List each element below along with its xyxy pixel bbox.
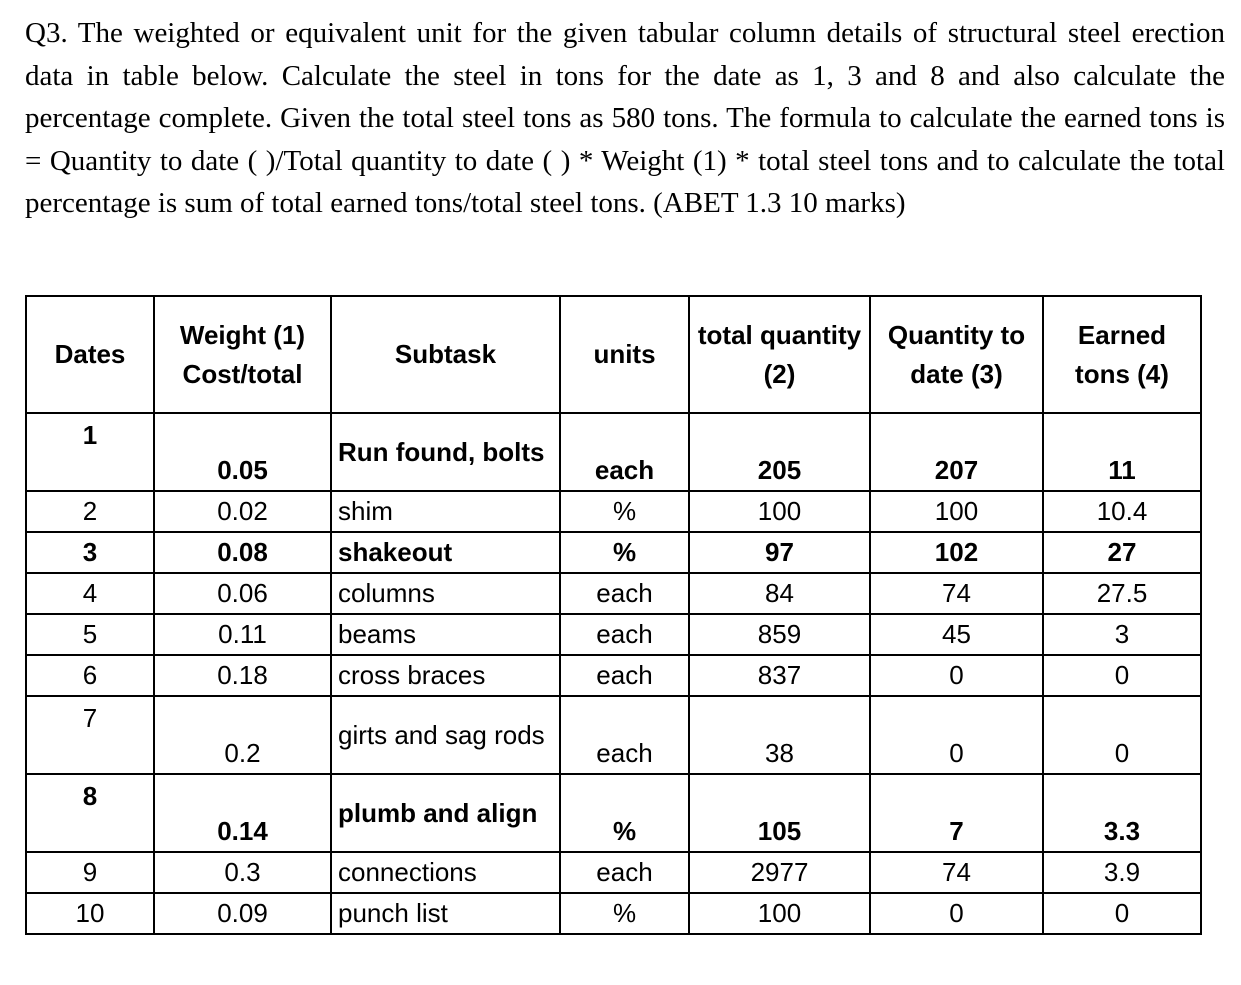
weight-cell: 0.2 [154, 696, 331, 774]
steel-erection-table [25, 295, 1202, 935]
earned-tons-cell: 3 [1043, 614, 1201, 655]
weight-cell: 0.08 [154, 532, 331, 573]
earned-tons-cell: 0 [1043, 655, 1201, 696]
date-cell: 1 [26, 413, 154, 491]
total-quantity-cell: 837 [689, 655, 870, 696]
subtask-cell: girts and sag rods [331, 696, 560, 774]
units-cell: each [560, 614, 689, 655]
quantity-to-date-cell: 0 [870, 655, 1043, 696]
header-quantity-to-date: Quantity to date (3) [870, 296, 1043, 413]
earned-tons-cell: 10.4 [1043, 491, 1201, 532]
weight-cell: 0.06 [154, 573, 331, 614]
quantity-to-date-cell: 102 [870, 532, 1043, 573]
earned-tons-cell: 3.3 [1043, 774, 1201, 852]
date-cell: 2 [26, 491, 154, 532]
question-text: Q3. The weighted or equivalent unit for the given tabular column details of structural steel erection data in table below. Calculate the steel in tons for the date as 1, 3 and 8 and also calculate the percentage complete. Given the total steel tons as 580 tons. The formula to calculate the earned tons is = Quantity to date ( )/Total quantity to date ( ) * Weight (1) * total steel tons and to calculate the total percentage is sum of total earned tons/total steel tons. (ABET 1.3 10 marks) [25, 17, 1225, 219]
earned-tons-cell: 0 [1043, 696, 1201, 774]
header-weight: Weight (1) Cost/total [154, 296, 331, 413]
weight-cell: 0.18 [154, 655, 331, 696]
earned-tons-cell: 3.9 [1043, 852, 1201, 893]
table-row [26, 532, 1201, 573]
weight-cell: 0.3 [154, 852, 331, 893]
weight-cell: 0.11 [154, 614, 331, 655]
quantity-to-date-cell: 0 [870, 893, 1043, 934]
table-row [26, 696, 1201, 774]
date-cell: 4 [26, 573, 154, 614]
earned-tons-cell: 27.5 [1043, 573, 1201, 614]
total-quantity-cell: 84 [689, 573, 870, 614]
subtask-cell: cross braces [331, 655, 560, 696]
quantity-to-date-cell: 100 [870, 491, 1043, 532]
units-cell: % [560, 491, 689, 532]
header-earned-tons: Earned tons (4) [1043, 296, 1201, 413]
subtask-cell: shakeout [331, 532, 560, 573]
table-row [26, 573, 1201, 614]
quantity-to-date-cell: 207 [870, 413, 1043, 491]
weight-cell: 0.05 [154, 413, 331, 491]
header-subtask: Subtask [331, 296, 560, 413]
units-cell: each [560, 852, 689, 893]
earned-tons-cell: 27 [1043, 532, 1201, 573]
table-row [26, 413, 1201, 491]
units-cell: % [560, 893, 689, 934]
units-cell: % [560, 532, 689, 573]
units-cell: each [560, 655, 689, 696]
total-quantity-cell: 105 [689, 774, 870, 852]
subtask-cell: plumb and align [331, 774, 560, 852]
table-row [26, 893, 1201, 934]
table-row [26, 491, 1201, 532]
date-cell: 8 [26, 774, 154, 852]
subtask-cell: connections [331, 852, 560, 893]
header-units: units [560, 296, 689, 413]
quantity-to-date-cell: 45 [870, 614, 1043, 655]
units-cell: each [560, 573, 689, 614]
units-cell: % [560, 774, 689, 852]
units-cell: each [560, 696, 689, 774]
quantity-to-date-cell: 7 [870, 774, 1043, 852]
date-cell: 6 [26, 655, 154, 696]
weight-cell: 0.14 [154, 774, 331, 852]
date-cell: 5 [26, 614, 154, 655]
table-row [26, 655, 1201, 696]
quantity-to-date-cell: 74 [870, 852, 1043, 893]
weight-cell: 0.02 [154, 491, 331, 532]
table-row [26, 852, 1201, 893]
header-dates: Dates [26, 296, 154, 413]
earned-tons-cell: 11 [1043, 413, 1201, 491]
date-cell: 7 [26, 696, 154, 774]
header-total-quantity: total quantity (2) [689, 296, 870, 413]
total-quantity-cell: 859 [689, 614, 870, 655]
subtask-cell: Run found, bolts [331, 413, 560, 491]
table-row [26, 774, 1201, 852]
subtask-cell: shim [331, 491, 560, 532]
date-cell: 9 [26, 852, 154, 893]
total-quantity-cell: 38 [689, 696, 870, 774]
weight-cell: 0.09 [154, 893, 331, 934]
total-quantity-cell: 97 [689, 532, 870, 573]
table-row [26, 614, 1201, 655]
units-cell: each [560, 413, 689, 491]
date-cell: 10 [26, 893, 154, 934]
total-quantity-cell: 100 [689, 893, 870, 934]
date-cell: 3 [26, 532, 154, 573]
total-quantity-cell: 205 [689, 413, 870, 491]
earned-tons-cell: 0 [1043, 893, 1201, 934]
subtask-cell: punch list [331, 893, 560, 934]
subtask-cell: beams [331, 614, 560, 655]
header-row [26, 296, 1201, 413]
total-quantity-cell: 2977 [689, 852, 870, 893]
quantity-to-date-cell: 0 [870, 696, 1043, 774]
quantity-to-date-cell: 74 [870, 573, 1043, 614]
subtask-cell: columns [331, 573, 560, 614]
total-quantity-cell: 100 [689, 491, 870, 532]
